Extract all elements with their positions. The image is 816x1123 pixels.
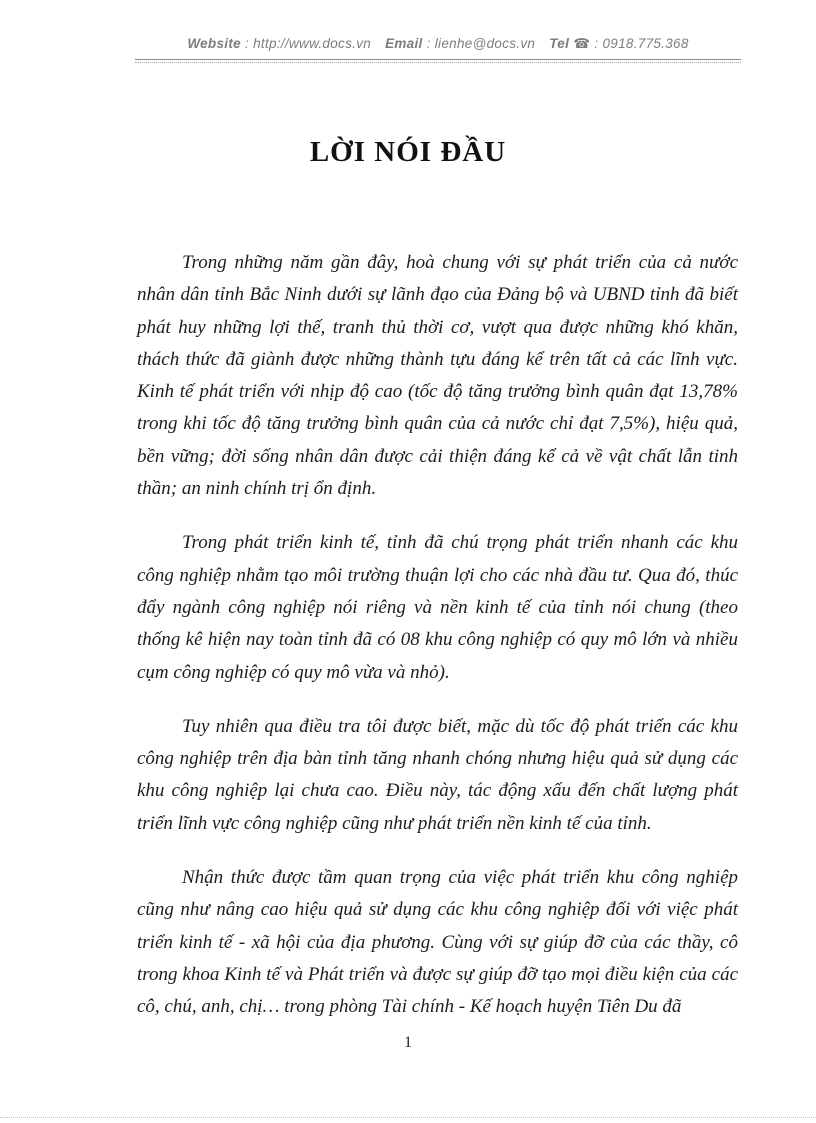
header-website	[187, 36, 371, 51]
phone-icon: ☎	[573, 36, 591, 51]
email-value: : lienhe@docs.vn	[426, 36, 536, 51]
header-tel	[549, 36, 688, 51]
website-value: : http://www.docs.vn	[245, 36, 372, 51]
header-email	[385, 36, 535, 51]
header-rule-solid	[135, 59, 741, 60]
paragraph: Tuy nhiên qua điều tra tôi được biết, mặc dù tốc độ phát triển các khu công nghiệp trên địa bàn tỉnh tăng nhanh chóng nhưng hiệu quả sử dụng các khu công nghiệp lại chưa cao. Điều này, tác động xấu đến chất lượng phát triển lĩnh vực công nghiệp cũng như phát triển nền kinh tế của tỉnh.	[137, 715, 738, 834]
header-rule-dotted	[135, 62, 741, 63]
tel-label: Tel	[549, 36, 570, 51]
header-contact-line	[135, 36, 741, 59]
website-label: Website	[187, 36, 241, 51]
page-number: 1	[404, 1034, 412, 1051]
paragraph: Nhận thức được tầm quan trọng của việc phát triển khu công nghiệp cũng như nâng cao hiệu quả sử dụng các khu công nghiệp đối với việc phát triển kinh tế - xã hội của địa phương. Cùng với sự giúp đỡ của các thầy, cô trong khoa Kinh tế và Phát triển và được sự giúp đỡ tạo mọi điều kiện của các cô, chú, anh, chị… trong phòng Tài chính - Kế hoạch huyện Tiên Du đã	[137, 867, 738, 1018]
paragraph: Trong phát triển kinh tế, tỉnh đã chú trọng phát triển nhanh các khu công nghiệp nhằm tạo môi trường thuận lợi cho các nhà đầu tư. Qua đó, thúc đẩy ngành công nghiệp nói riêng và nền kinh tế của tỉnh nói chung (theo thống kê hiện nay toàn tỉnh đã có 08 khu công nghiệp có quy mô lớn và nhiều cụm công nghiệp có quy mô vừa và nhỏ).	[137, 532, 738, 683]
page-header	[135, 36, 741, 63]
paragraph: Trong những năm gần đây, hoà chung với sự phát triển của cả nước nhân dân tỉnh Bắc Ninh dưới sự lãnh đạo của Đảng bộ và UBND tỉnh đã biết phát huy những lợi thế, tranh thủ thời cơ, vượt qua được những khó khăn, thách thức đã giành được những thành tựu đáng kể trên tất cả các lĩnh vực. Kinh tế phát triển với nhịp độ cao (tốc độ tăng trưởng bình quân đạt 13,78% trong khi tốc độ tăng trưởng bình quân của cả nước chỉ đạt 7,5%), hiệu quả, bền vững; đời sống nhân dân được cải thiện đáng kể cả về vật chất lẫn tinh thần; an ninh chính trị ổn định.	[137, 252, 738, 500]
tel-value: : 0918.775.368	[594, 36, 689, 51]
page-title: LỜI NÓI ĐẦU	[309, 136, 507, 168]
email-label: Email	[385, 36, 423, 51]
page-bottom-divider	[0, 1117, 816, 1118]
document-body	[137, 247, 738, 1046]
